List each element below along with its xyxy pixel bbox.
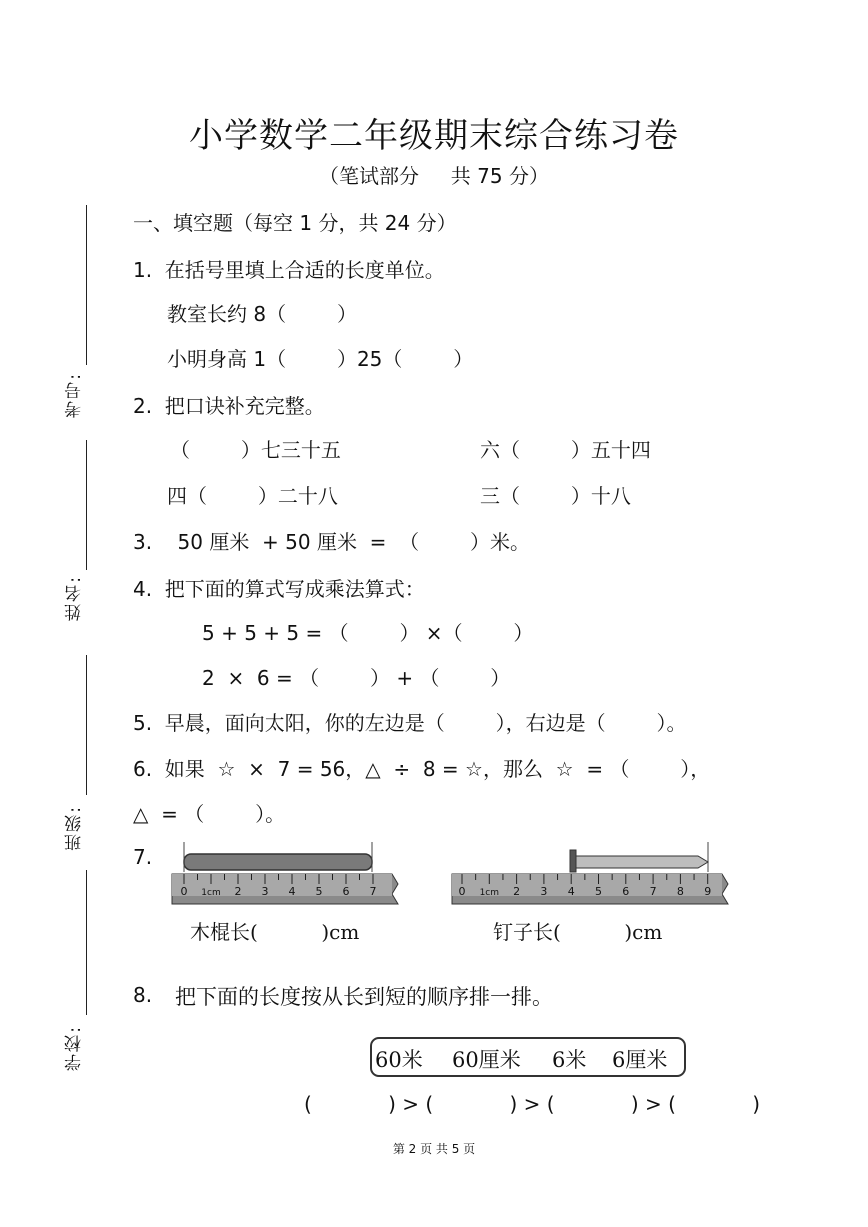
option-60cm: 60厘米 — [452, 1048, 521, 1072]
binding-line — [86, 440, 87, 570]
nail-length-label: 钉子长( )cm — [493, 920, 663, 944]
question-2-item-c: 四（ ）二十八 — [167, 484, 338, 508]
question-2-item-a: （ ）七三十五 — [170, 438, 341, 462]
option-60m: 60米 — [375, 1048, 423, 1072]
stick-length-label: 木棍长( )cm — [190, 920, 360, 944]
question-6-line-1: 6. 如果 ☆ × 7 = 56，△ ÷ 8 = ☆，那么 ☆ = （ ）， — [133, 757, 711, 781]
ruler-tick-label: 0 — [458, 885, 466, 898]
page-title: 小学数学二年级期末综合练习卷 — [189, 116, 679, 156]
ruler-tick-label: 4 — [567, 885, 575, 898]
binding-line — [86, 205, 87, 365]
binding-line — [86, 655, 87, 795]
question-2-item-d: 三（ ）十八 — [480, 484, 631, 508]
binding-line — [86, 870, 87, 1015]
ruler-tick-label: 2 — [513, 885, 521, 898]
question-6-line-2: △ = （ ）。 — [133, 802, 286, 826]
question-4-line-2: 2 × 6 = （ ） + （ ） — [202, 666, 511, 690]
ruler-tick-label: 1cm — [201, 888, 221, 898]
question-4: 4. 把下面的算式写成乘法算式： — [133, 577, 425, 601]
question-2-item-b: 六（ ）五十四 — [480, 438, 651, 462]
ruler-tick-label: 3 — [261, 885, 269, 898]
option-6m: 6米 — [552, 1048, 587, 1072]
ruler-tick-label: 1cm — [479, 888, 500, 898]
section-heading: 一、填空题（每空 1 分，共 24 分） — [133, 211, 457, 235]
page-subtitle: （笔试部分 共 75 分） — [319, 164, 549, 188]
ruler-tick-label: 3 — [540, 885, 548, 898]
question-1-line-1: 教室长约 8（ ） — [167, 302, 357, 326]
ruler-tick-label: 7 — [649, 885, 657, 898]
page-number: 第 2 页 共 5 页 — [392, 1142, 476, 1156]
ruler-tick-label: 4 — [288, 885, 296, 898]
question-7: 7. — [133, 845, 153, 869]
name-label: 姓名: — [65, 575, 85, 621]
ruler-tick-label: 6 — [622, 885, 630, 898]
ruler-tick-label: 9 — [704, 885, 712, 898]
ruler-tick-label: 6 — [342, 885, 350, 898]
stick — [184, 854, 372, 870]
question-1-line-2: 小明身高 1（ ）25（ ） — [167, 347, 474, 371]
nail-body — [576, 856, 708, 868]
question-3: 3. 50 厘米 + 50 厘米 = （ ）米。 — [133, 530, 531, 554]
ruler-tick-label: 5 — [595, 885, 602, 898]
ordering-answer-line: ( ) > ( ) > ( ) > ( ) — [304, 1092, 760, 1116]
class-label: 班级: — [65, 805, 85, 851]
ruler-tick-label: 0 — [180, 885, 188, 898]
school-label: 学校: — [65, 1025, 85, 1071]
exam-no-label: 考号: — [65, 372, 85, 418]
nail-head — [570, 850, 576, 872]
question-8: 把下面的长度按从长到短的顺序排一排。 — [175, 985, 553, 1009]
question-1: 1. 在括号里填上合适的长度单位。 — [133, 258, 445, 282]
question-8-number: 8. — [133, 983, 153, 1007]
ruler-tick-label: 5 — [315, 885, 323, 898]
nail-ruler-figure — [450, 838, 735, 910]
question-4-line-1: 5 + 5 + 5 = （ ） ×（ ） — [202, 621, 534, 645]
question-2: 2. 把口诀补充完整。 — [133, 394, 325, 418]
option-6cm: 6厘米 — [612, 1048, 668, 1072]
ruler-tick-label: 7 — [369, 885, 377, 898]
length-options-box — [370, 1037, 686, 1077]
ruler-tick-label: 8 — [676, 885, 684, 898]
ruler-tick-label: 2 — [234, 885, 242, 898]
question-5: 5. 早晨，面向太阳，你的左边是（ ），右边是（ ）。 — [133, 711, 687, 735]
stick-ruler-figure — [170, 838, 402, 910]
